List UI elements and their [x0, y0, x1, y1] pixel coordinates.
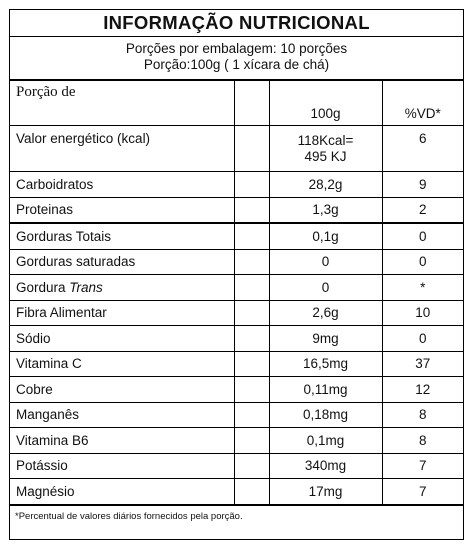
table-row	[10, 351, 463, 377]
nutrient-name: Magnésio	[10, 479, 234, 505]
table-row	[10, 197, 463, 223]
table-header-row	[10, 81, 463, 126]
nutrient-amount: 9mg	[269, 326, 382, 352]
nutrient-name	[10, 275, 234, 301]
table-row	[10, 300, 463, 326]
spacer-cell	[234, 300, 269, 326]
nutrient-vd: 0	[382, 223, 463, 249]
nutrient-vd: 7	[382, 479, 463, 505]
table-row	[10, 223, 463, 249]
energy-kcal: 118Kcal=	[297, 132, 354, 148]
spacer-cell	[234, 223, 269, 249]
nutrient-vd: 8	[382, 402, 463, 428]
nutrient-name: Vitamina C	[10, 351, 234, 377]
nutrition-facts-label	[9, 9, 464, 540]
spacer-cell	[234, 428, 269, 454]
nutrient-vd: 8	[382, 428, 463, 454]
servings-per-package: Porções por embalagem: 10 porções	[125, 41, 348, 56]
table-row	[10, 479, 463, 505]
nutrient-amount: 0,18mg	[269, 402, 382, 428]
spacer-cell	[234, 249, 269, 275]
nutrient-vd: 9	[382, 172, 463, 198]
nutrient-name: Proteinas	[10, 197, 234, 223]
footnote: *Percentual de valores diários fornecidos pela porção.	[10, 505, 463, 527]
table-row	[10, 326, 463, 352]
nutrient-vd: 12	[382, 377, 463, 403]
spacer-cell	[234, 326, 269, 352]
nutrient-name: Potássio	[10, 453, 234, 479]
vd-header: %VD*	[382, 81, 463, 126]
nutrient-name: Carboidratos	[10, 172, 234, 198]
nutrient-name: Fibra Alimentar	[10, 300, 234, 326]
table-row	[10, 453, 463, 479]
nutrient-vd: 7	[382, 453, 463, 479]
nutrient-vd: 6	[382, 126, 463, 172]
serving-size: Porção:100g ( 1 xícara de chá)	[143, 57, 330, 72]
nutrient-amount: 28,2g	[269, 172, 382, 198]
nutrient-vd: 10	[382, 300, 463, 326]
spacer-cell	[234, 351, 269, 377]
nutrient-amount: 1,3g	[269, 197, 382, 223]
nutrient-amount: 2,6g	[269, 300, 382, 326]
nutrient-amount: 0,11mg	[269, 377, 382, 403]
nutrient-table	[10, 81, 463, 505]
serving-info	[10, 37, 463, 81]
table-row	[10, 402, 463, 428]
label-title: INFORMAÇÃO NUTRICIONAL	[10, 10, 463, 37]
nutrient-vd: 2	[382, 197, 463, 223]
nutrient-amount: 0,1mg	[269, 428, 382, 454]
spacer-cell	[234, 275, 269, 301]
nutrient-name: Valor energético (kcal)	[10, 126, 234, 172]
nutrient-name: Manganês	[10, 402, 234, 428]
nutrient-amount: 0,1g	[269, 223, 382, 249]
table-row	[10, 126, 463, 172]
spacer-cell	[234, 453, 269, 479]
nutrient-amount: 16,5mg	[269, 351, 382, 377]
nutrient-amount	[269, 126, 382, 172]
spacer-cell	[234, 197, 269, 223]
table-row	[10, 428, 463, 454]
nutrient-vd: *	[382, 275, 463, 301]
spacer-cell	[234, 81, 269, 126]
nutrient-name: Cobre	[10, 377, 234, 403]
nutrient-amount: 340mg	[269, 453, 382, 479]
nutrient-name: Vitamina B6	[10, 428, 234, 454]
nutrient-vd: 37	[382, 351, 463, 377]
spacer-cell	[234, 402, 269, 428]
portion-header: Porção de	[10, 81, 234, 126]
table-row	[10, 172, 463, 198]
nutrient-amount: 0	[269, 275, 382, 301]
table-row	[10, 377, 463, 403]
table-row	[10, 275, 463, 301]
trans-fat-italic: Trans	[69, 279, 103, 295]
nutrient-vd: 0	[382, 249, 463, 275]
amount-header: 100g	[269, 81, 382, 126]
nutrient-amount: 17mg	[269, 479, 382, 505]
energy-kj: 495 KJ	[304, 148, 347, 164]
nutrient-name: Gorduras saturadas	[10, 249, 234, 275]
nutrient-amount: 0	[269, 249, 382, 275]
nutrient-vd: 0	[382, 326, 463, 352]
nutrient-name: Sódio	[10, 326, 234, 352]
spacer-cell	[234, 172, 269, 198]
spacer-cell	[234, 479, 269, 505]
table-row	[10, 249, 463, 275]
spacer-cell	[234, 377, 269, 403]
nutrient-name: Gorduras Totais	[10, 223, 234, 249]
spacer-cell	[234, 126, 269, 172]
trans-fat-prefix: Gordura	[16, 279, 70, 295]
